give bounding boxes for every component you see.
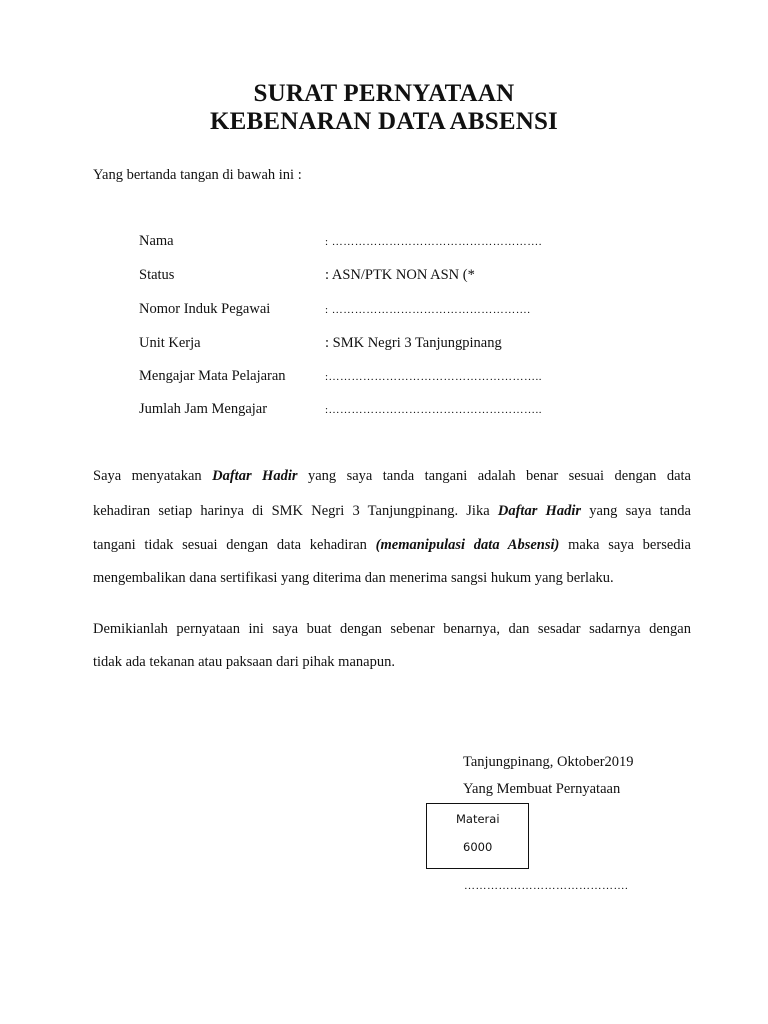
field-row-unit-kerja: [139, 335, 699, 355]
stamp-value: 6000: [463, 840, 493, 854]
field-label: Nama: [139, 233, 174, 249]
field-value: :………………………………………………..: [325, 404, 543, 416]
field-label: Status: [139, 267, 175, 283]
field-value: : ASN/PTK NON ASN (*: [325, 267, 475, 283]
field-row-nip: [139, 301, 699, 321]
field-label: Unit Kerja: [139, 335, 201, 351]
text-span: kehadiran setiap harinya di SMK Negri 3 Tanjungpinang. Jika: [93, 503, 498, 519]
field-row-nama: [139, 233, 699, 253]
signature-line: …………………………………….: [464, 880, 629, 892]
document-title-line2: KEBENARAN DATA ABSENSI: [209, 108, 558, 135]
field-row-jumlah-jam: [139, 401, 699, 421]
emphasis-daftar-hadir: Daftar Hadir: [212, 468, 298, 484]
text-span: tangani tidak sesuai dengan data kehadiran: [93, 537, 376, 553]
text-span: yang saya tanda: [581, 503, 691, 519]
statement-line-2: [93, 503, 691, 520]
statement-line-3: [93, 537, 691, 554]
emphasis-daftar-hadir: Daftar Hadir: [497, 503, 581, 519]
text-span: yang saya tanda tangani adalah benar sesuai dengan data: [297, 468, 691, 484]
closing-line-2: tidak ada tekanan atau paksaan dari pihak manapun.: [93, 654, 395, 670]
field-label: Jumlah Jam Mengajar: [139, 401, 268, 417]
document-title-line1: SURAT PERNYATAAN: [253, 80, 515, 107]
field-label: Mengajar Mata Pelajaran: [139, 368, 286, 384]
place-date: Tanjungpinang, Oktober2019: [463, 754, 634, 770]
field-row-mata-pelajaran: [139, 368, 699, 388]
emphasis-manipulasi: (memanipulasi data Absensi): [375, 537, 560, 553]
intro-text: Yang bertanda tangan di bawah ini :: [93, 167, 302, 183]
closing-line-1: Demikianlah pernyataan ini saya buat dengan sebenar benarnya, dan sesadar sadarnya dengan: [93, 621, 691, 637]
field-label: Nomor Induk Pegawai: [139, 301, 271, 317]
field-value: :………………………………………………..: [325, 371, 543, 383]
text-span: Saya menyatakan: [93, 468, 213, 484]
field-row-status: [139, 267, 699, 287]
materai-stamp-box: [426, 803, 529, 869]
field-value: : …………………………………………….: [325, 304, 531, 316]
field-value: : SMK Negri 3 Tanjungpinang: [325, 335, 502, 351]
statement-line-1: [93, 468, 691, 485]
field-value: : ……………………………………………….: [325, 236, 543, 248]
text-span: maka saya bersedia: [559, 537, 691, 553]
statement-line-4: mengembalikan dana sertifikasi yang diterima dan menerima sangsi hukum yang berlaku.: [93, 570, 614, 586]
maker-label: Yang Membuat Pernyataan: [463, 781, 621, 797]
stamp-label: Materai: [456, 812, 500, 826]
